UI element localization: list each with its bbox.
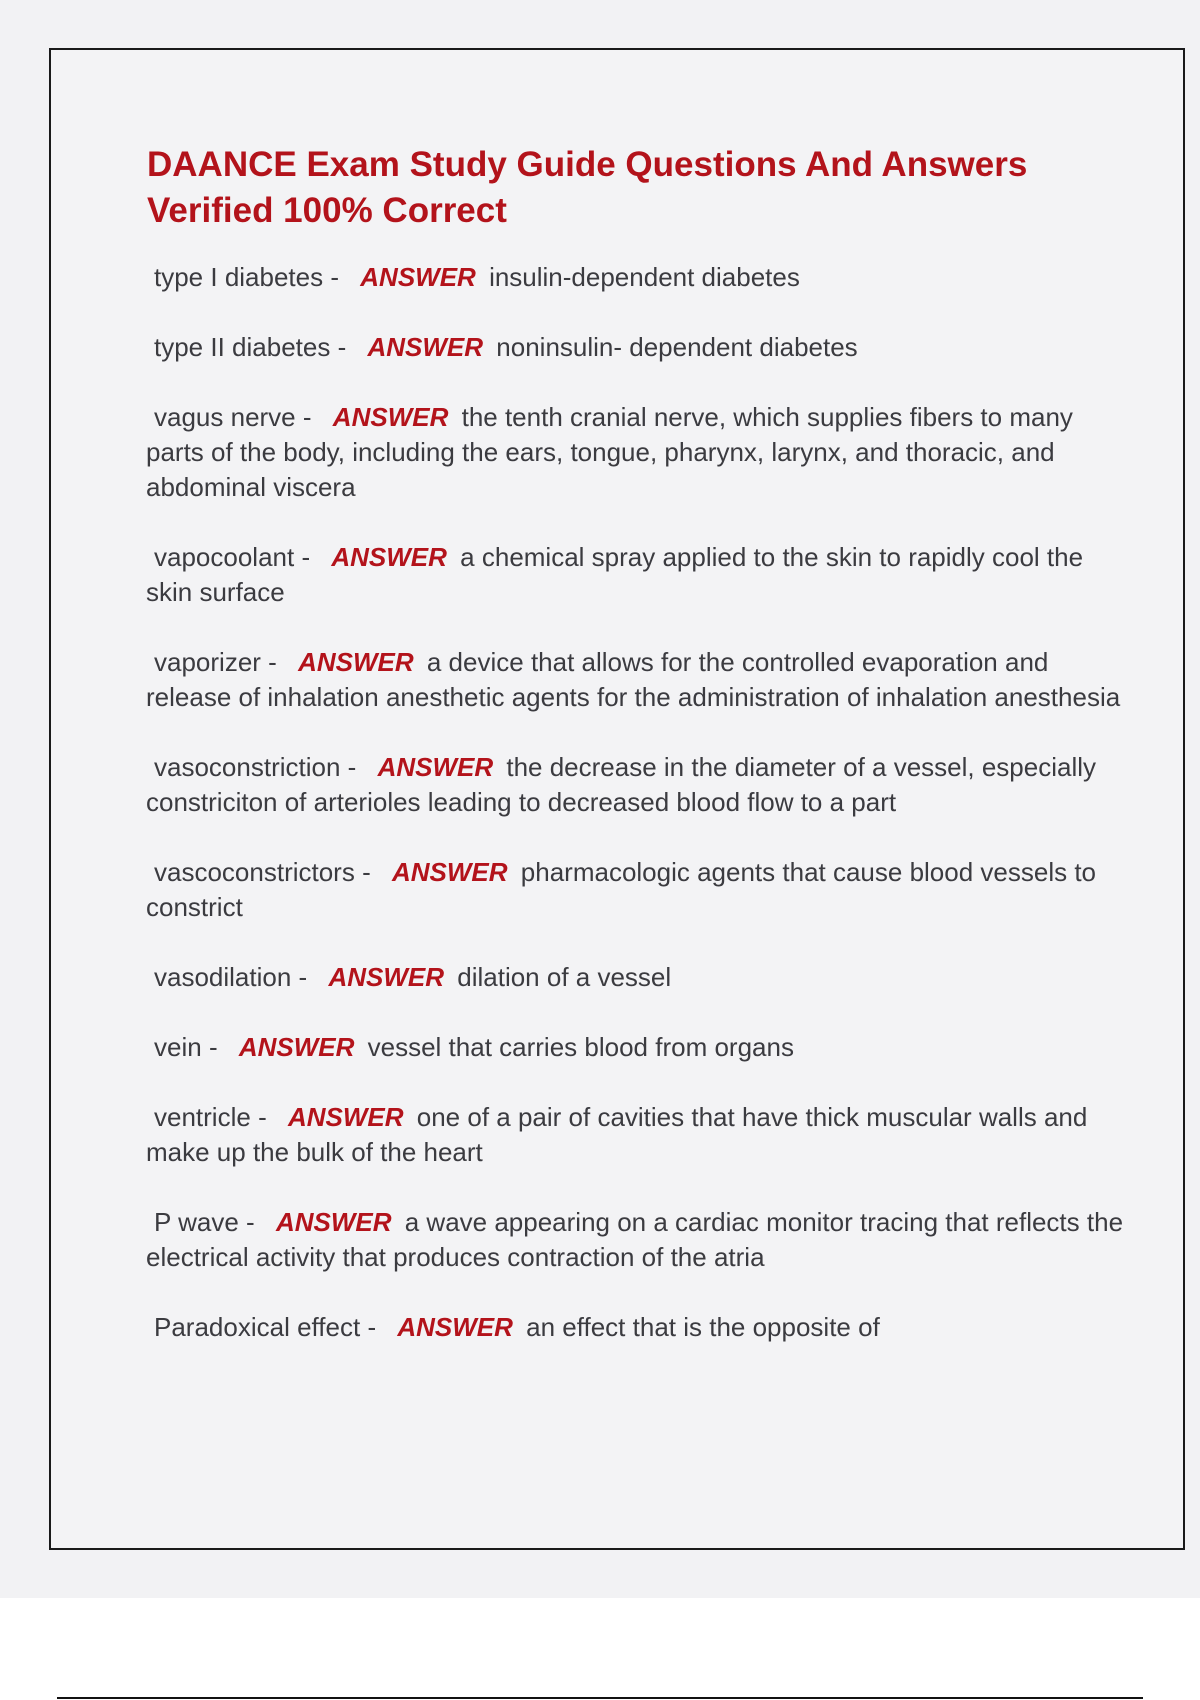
qa-entry: [146, 400, 1136, 505]
answer-marker: ANSWER: [367, 332, 484, 362]
qa-definition: one of a pair of cavities that have thick muscular walls and make up the bulk of the heart: [146, 1102, 1088, 1167]
answer-marker: ANSWER: [328, 962, 445, 992]
qa-entry: [146, 750, 1136, 820]
qa-separator: -: [258, 1102, 267, 1132]
qa-definition: the tenth cranial nerve, which supplies fibers to many parts of the body, including the ears, tongue, pharynx, larynx, and thoracic, and abdominal viscera: [146, 402, 1073, 502]
answer-marker: ANSWER: [332, 402, 449, 432]
document-page: [49, 48, 1185, 1550]
qa-separator: -: [268, 647, 277, 677]
qa-term: type I diabetes: [154, 262, 324, 292]
answer-marker: ANSWER: [397, 1312, 513, 1342]
qa-entry: [146, 645, 1136, 715]
qa-separator: -: [301, 542, 311, 572]
qa-term: vagus nerve: [154, 402, 296, 432]
qa-definition: the decrease in the diameter of a vessel, especially constriciton of arterioles leading to decreased blood flow to a part: [146, 752, 1097, 817]
qa-term: P wave: [154, 1207, 239, 1237]
qa-separator: -: [298, 962, 308, 992]
qa-separator: -: [347, 752, 357, 782]
answer-marker: ANSWER: [275, 1207, 392, 1237]
qa-entry: [146, 960, 1136, 995]
qa-term: vein: [154, 1032, 202, 1062]
qa-entry: [146, 1310, 1136, 1345]
qa-term: vasodilation: [154, 962, 292, 992]
qa-entry: [146, 1205, 1136, 1275]
qa-entry: [146, 260, 1136, 295]
qa-definition: dilation of a vessel: [457, 962, 672, 992]
qa-definition: pharmacologic agents that cause blood vessels to constrict: [146, 857, 1097, 922]
qa-term: Paradoxical effect: [154, 1312, 361, 1342]
qa-term: vapocoolant: [154, 542, 295, 572]
answer-marker: ANSWER: [391, 857, 508, 887]
qa-separator: -: [367, 1312, 377, 1342]
qa-separator: -: [208, 1032, 218, 1062]
qa-definition: a chemical spray applied to the skin to rapidly cool the skin surface: [146, 542, 1084, 607]
footer-divider: [57, 1697, 1143, 1699]
qa-entry: [146, 1100, 1136, 1170]
qa-definition: insulin-dependent diabetes: [489, 262, 800, 292]
answer-marker: ANSWER: [331, 542, 447, 572]
qa-entry: [146, 540, 1136, 610]
qa-entry: [146, 1030, 1136, 1065]
answer-marker: ANSWER: [377, 752, 494, 782]
qa-definition: a wave appearing on a cardiac monitor tracing that reflects the electrical activity that produces contraction of the atria: [146, 1207, 1124, 1272]
qa-definition: an effect that is the opposite of: [526, 1312, 880, 1342]
qa-term: ventricle: [154, 1102, 251, 1132]
qa-separator: -: [330, 262, 340, 292]
answer-marker: ANSWER: [360, 262, 476, 292]
qa-separator: -: [362, 857, 371, 887]
qa-term: vascoconstrictors: [154, 857, 355, 887]
answer-marker: ANSWER: [238, 1032, 355, 1062]
document-content: [146, 142, 1136, 1380]
qa-separator: -: [337, 332, 347, 362]
document-title: DAANCE Exam Study Guide Questions And Answers Verified 100% Correct: [147, 145, 1028, 230]
qa-term: type II diabetes: [154, 332, 331, 362]
page-bottom-band: [0, 1598, 1200, 1700]
qa-separator: -: [246, 1207, 255, 1237]
qa-term: vasoconstriction: [154, 752, 341, 782]
qa-definition: vessel that carries blood from organs: [367, 1032, 794, 1062]
answer-marker: ANSWER: [287, 1102, 404, 1132]
answer-marker: ANSWER: [298, 647, 414, 677]
qa-definition: noninsulin- dependent diabetes: [496, 332, 858, 362]
qa-entry: [146, 330, 1136, 365]
qa-definition: a device that allows for the controlled evaporation and release of inhalation anesthetic agents for the administration of inhalation anesthesia: [146, 647, 1121, 712]
qa-separator: -: [302, 402, 312, 432]
qa-entry: [146, 855, 1136, 925]
qa-term: vaporizer: [154, 647, 261, 677]
